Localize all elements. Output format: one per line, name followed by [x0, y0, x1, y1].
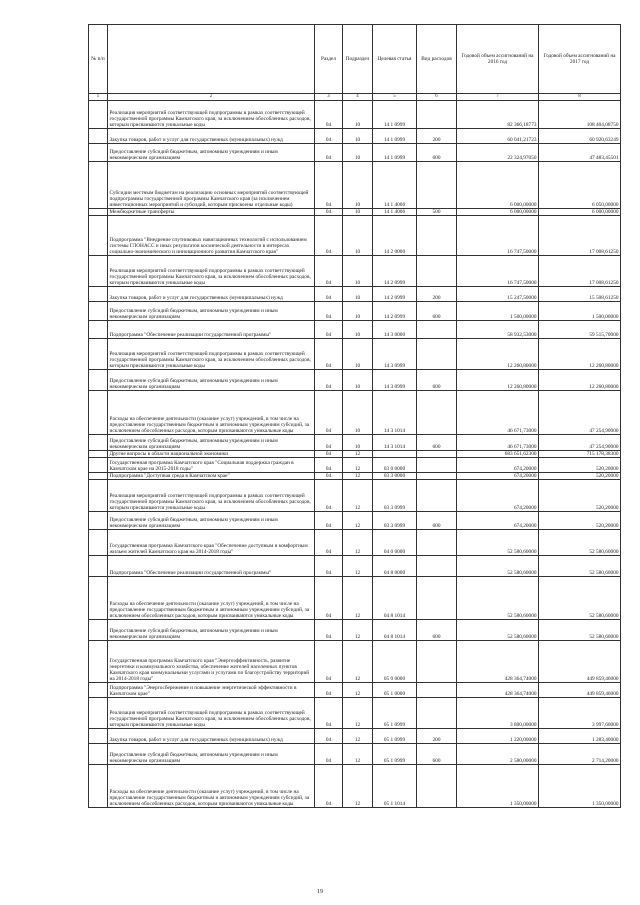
expense-type-code: [417, 458, 457, 473]
section-code: 04: [315, 765, 343, 808]
subsection-code: 10: [343, 101, 373, 129]
table-row: [89, 577, 621, 620]
target-article-code: 05 1 0999: [373, 744, 417, 765]
section-code: 04: [315, 512, 343, 530]
target-article-code: 14 3 0999: [373, 370, 417, 391]
amount-2016: 52 580,60000: [457, 620, 539, 641]
section-code: 04: [315, 556, 343, 577]
table-row: [89, 512, 621, 530]
amount-2016: 3 800,00000: [457, 698, 539, 729]
section-code: 04: [315, 641, 343, 683]
target-article-code: 03 0 0000: [373, 458, 417, 473]
col-header-2016: Годовой объем ассигнований на 2016 год: [457, 25, 539, 94]
target-article-code: 14 3 1014: [373, 391, 417, 435]
row-name: Предоставление субсидий бюджетным, автономным учреждениям и иным некоммерческим организациям: [108, 620, 315, 641]
column-number: 6: [417, 94, 457, 101]
expense-type-code: [417, 473, 457, 480]
expense-type-code: [417, 101, 457, 129]
row-name: Другие вопросы в области национальной экономики: [108, 451, 315, 458]
target-article-code: [373, 451, 417, 458]
table-row: [89, 391, 621, 435]
section-code: 04: [315, 620, 343, 641]
num-cell: [89, 556, 108, 577]
amount-2016: 46 671,73000: [457, 435, 539, 451]
target-article-code: 05 0 0000: [373, 641, 417, 683]
page-number: 19: [317, 889, 323, 895]
row-name: Субсидии местным бюджетам на реализацию основных мероприятий соответствующей подпрограммы государственной программы Камчатского края (за исключением инвестиционных мероприятий и субсидий, которым присвоены отдельные коды): [108, 162, 315, 209]
amount-2017: 108 404,08750: [539, 101, 621, 129]
subsection-code: 10: [343, 144, 373, 162]
column-number: 4: [343, 94, 373, 101]
table-row: [89, 765, 621, 808]
subsection-code: 12: [343, 512, 373, 530]
target-article-code: 04 8 1014: [373, 620, 417, 641]
num-cell: [89, 620, 108, 641]
subsection-code: 10: [343, 256, 373, 287]
section-code: 04: [315, 144, 343, 162]
subsection-code: 10: [343, 216, 373, 256]
table-row: [89, 339, 621, 370]
amount-2017: 520,20000: [539, 458, 621, 473]
expense-type-code: 600: [417, 744, 457, 765]
target-article-code: 14 2 0999: [373, 287, 417, 302]
expense-type-code: [417, 339, 457, 370]
table-row: [89, 641, 621, 683]
target-article-code: 05 1 0999: [373, 729, 417, 744]
row-name: Предоставление субсидий бюджетным, автономным учреждениям и иным некоммерческим организациям: [108, 370, 315, 391]
expense-type-code: [417, 556, 457, 577]
table-row: [89, 209, 621, 216]
expense-type-code: 600: [417, 370, 457, 391]
row-name: Расходы на обеспечение деятельности (оказание услуг) учреждений, в том числе на предоставление государственным бюджетным и автономным учреждениям субсидий, за исключением обособленных расходов, которым присваиваются уникальные коды: [108, 765, 315, 808]
subsection-code: 10: [343, 209, 373, 216]
target-article-code: 05 1 0000: [373, 683, 417, 698]
table-row: [89, 162, 621, 209]
table-row: [89, 480, 621, 512]
amount-2016: 82 366,18773: [457, 101, 539, 129]
section-code: 04: [315, 451, 343, 458]
subsection-code: 12: [343, 620, 373, 641]
section-code: 04: [315, 744, 343, 765]
num-cell: [89, 683, 108, 698]
num-cell: [89, 458, 108, 473]
column-number: 3: [315, 94, 343, 101]
subsection-code: 12: [343, 556, 373, 577]
target-article-code: 14 1 0999: [373, 129, 417, 144]
target-article-code: 14 2 0999: [373, 302, 417, 321]
num-cell: [89, 435, 108, 451]
row-name: Предоставление субсидий бюджетным, автономным учреждениям и иным некоммерческим организациям: [108, 144, 315, 162]
section-code: 04: [315, 256, 343, 287]
num-cell: [89, 698, 108, 729]
section-code: 04: [315, 391, 343, 435]
row-name: Межбюджетные трансферты: [108, 209, 315, 216]
subsection-code: 12: [343, 480, 373, 512]
target-article-code: 14 1 0999: [373, 144, 417, 162]
amount-2017: 52 580,60000: [539, 556, 621, 577]
subsection-code: 10: [343, 391, 373, 435]
num-cell: [89, 339, 108, 370]
amount-2016: 22 324,97050: [457, 144, 539, 162]
subsection-code: 10: [343, 339, 373, 370]
row-name: Предоставление субсидий бюджетным, автономным учреждениям и иным некоммерческим организациям: [108, 302, 315, 321]
subsection-code: 10: [343, 435, 373, 451]
target-article-code: 14 3 1014: [373, 435, 417, 451]
amount-2017: 520,20000: [539, 512, 621, 530]
num-cell: [89, 512, 108, 530]
target-article-code: 14 1 0999: [373, 101, 417, 129]
section-code: 04: [315, 287, 343, 302]
expense-type-code: [417, 577, 457, 620]
subsection-code: 10: [343, 370, 373, 391]
subsection-code: 12: [343, 641, 373, 683]
table-row: [89, 129, 621, 144]
expense-type-code: [417, 391, 457, 435]
target-article-code: 03 3 0000: [373, 473, 417, 480]
expense-type-code: [417, 321, 457, 339]
table-row: [89, 744, 621, 765]
table-row: [89, 302, 621, 321]
table-row: [89, 458, 621, 473]
amount-2017: 3 997,60000: [539, 698, 621, 729]
amount-2016: 1 220,00000: [457, 729, 539, 744]
expense-type-code: 200: [417, 129, 457, 144]
amount-2016: 674,20000: [457, 480, 539, 512]
expense-type-code: 500: [417, 209, 457, 216]
table-row: [89, 530, 621, 556]
row-name: Реализация мероприятий соответствующей подпрограммы в рамках соответствующей государственной программы Камчатского края, за исключением обособленных расходов, которым присваиваются уникальные коды: [108, 339, 315, 370]
subsection-code: 12: [343, 473, 373, 480]
table-row: [89, 144, 621, 162]
row-name: Государственная программа Камчатского края "Энергоэффективность, развитие энергетики и коммунального хозяйства, обеспечение жителей населенных пунктов Камчатского края коммунальными услугами и услугами по благоустройству территорий на 2014-2018 годы": [108, 641, 315, 683]
column-number: 1: [89, 94, 108, 101]
amount-2017: 52 580,60000: [539, 530, 621, 556]
section-code: 04: [315, 370, 343, 391]
amount-2016: 674,20000: [457, 458, 539, 473]
num-cell: [89, 129, 108, 144]
amount-2016: 1 500,00000: [457, 302, 539, 321]
section-code: 04: [315, 302, 343, 321]
section-code: 04: [315, 458, 343, 473]
target-article-code: 03 3 0999: [373, 512, 417, 530]
amount-2016: 674,20000: [457, 473, 539, 480]
column-number: 7: [457, 94, 539, 101]
amount-2016: 16 747,50000: [457, 256, 539, 287]
col-header-2017: Годовой объем ассигнований на 2017 год: [539, 25, 621, 94]
num-cell: [89, 209, 108, 216]
amount-2017: 47 254,90000: [539, 435, 621, 451]
num-cell: [89, 765, 108, 808]
amount-2017: 520,20000: [539, 473, 621, 480]
row-name: Государственная программа Камчатского края "Социальная поддержка граждан в Камчатском крае на 2015-2018 годы": [108, 458, 315, 473]
num-cell: [89, 216, 108, 256]
expense-type-code: [417, 641, 457, 683]
expense-type-code: [417, 451, 457, 458]
num-cell: [89, 530, 108, 556]
section-code: 04: [315, 577, 343, 620]
amount-2016: 683 651,62300: [457, 451, 539, 458]
amount-2016: 16 747,50000: [457, 216, 539, 256]
col-header-subsection: Подраздел: [343, 25, 373, 94]
amount-2017: 6 000,00000: [539, 209, 621, 216]
expense-type-code: [417, 698, 457, 729]
subsection-code: 12: [343, 744, 373, 765]
num-cell: [89, 256, 108, 287]
section-code: 04: [315, 216, 343, 256]
table-row: [89, 729, 621, 744]
row-name: Закупка товаров, работ и услуг для государственных (муниципальных) нужд: [108, 287, 315, 302]
subsection-code: 12: [343, 765, 373, 808]
table-row: [89, 256, 621, 287]
amount-2017: 52 580,60000: [539, 620, 621, 641]
expense-type-code: [417, 256, 457, 287]
num-cell: [89, 480, 108, 512]
row-name: Государственная программа Камчатского края "Обеспечение доступным и комфортным жильем жителей Камчатского края на 2014-2018 годы": [108, 530, 315, 556]
subsection-code: 10: [343, 162, 373, 209]
expense-type-code: [417, 480, 457, 512]
row-name: Расходы на обеспечение деятельности (оказание услуг) учреждений, в том числе на предоставление государственным бюджетным и автономным учреждениям субсидий, за исключением обособленных расходов, которым присваиваются уникальные коды: [108, 391, 315, 435]
target-article-code: 14 2 0999: [373, 256, 417, 287]
section-code: 04: [315, 162, 343, 209]
subsection-code: 12: [343, 451, 373, 458]
col-header-target: Целевая статья: [373, 25, 417, 94]
expense-type-code: 600: [417, 435, 457, 451]
target-article-code: 04 8 1014: [373, 577, 417, 620]
expense-type-code: 200: [417, 287, 457, 302]
row-name: Подпрограмма "Внедрение спутниковых навигационных технологий с использованием системы ГЛОНАСС и иных результатов космической деятельности в интересах социально-экономического и инновационного развития Камчатского края": [108, 216, 315, 256]
num-cell: [89, 729, 108, 744]
amount-2016: 12 260,80000: [457, 339, 539, 370]
col-header-expense: Вид расходов: [417, 25, 457, 94]
amount-2016: 6 000,00000: [457, 162, 539, 209]
amount-2017: 47 483,45501: [539, 144, 621, 162]
subsection-code: 10: [343, 321, 373, 339]
table-row: [89, 698, 621, 729]
section-code: 04: [315, 473, 343, 480]
amount-2017: 47 254,90000: [539, 391, 621, 435]
row-name: Подпрограмма "Обеспечение реализации государственной программы": [108, 321, 315, 339]
amount-2017: 449 859,46000: [539, 683, 621, 698]
col-header-section: Раздел: [315, 25, 343, 94]
row-name: Предоставление субсидий бюджетным, автономным учреждениям и иным некоммерческим организациям: [108, 435, 315, 451]
amount-2016: 52 580,60000: [457, 577, 539, 620]
amount-2016: 52 580,60000: [457, 530, 539, 556]
amount-2017: 520,20000: [539, 480, 621, 512]
section-code: 04: [315, 698, 343, 729]
expense-type-code: 600: [417, 512, 457, 530]
num-cell: [89, 577, 108, 620]
subsection-code: 12: [343, 577, 373, 620]
section-code: 04: [315, 101, 343, 129]
amount-2016: 428 364,74000: [457, 683, 539, 698]
table-body: [89, 101, 621, 808]
num-cell: [89, 287, 108, 302]
target-article-code: 14 1 4006: [373, 209, 417, 216]
amount-2017: 1 500,00000: [539, 302, 621, 321]
table-row: [89, 216, 621, 256]
row-name: Подпрограмма "Энергосбережение и повышение энергетической эффективности в Камчатском крае": [108, 683, 315, 698]
num-cell: [89, 473, 108, 480]
row-name: Реализация мероприятий соответствующей подпрограммы в рамках соответствующей государственной программы Камчатского края, за исключением обособленных расходов, которым присваиваются уникальные коды: [108, 480, 315, 512]
amount-2017: 2 714,20000: [539, 744, 621, 765]
amount-2016: 58 932,53000: [457, 321, 539, 339]
subsection-code: 10: [343, 129, 373, 144]
expense-type-code: [417, 162, 457, 209]
section-code: 04: [315, 729, 343, 744]
table-row: [89, 370, 621, 391]
section-code: 04: [315, 683, 343, 698]
table-row: [89, 620, 621, 641]
num-cell: [89, 641, 108, 683]
section-code: 04: [315, 209, 343, 216]
amount-2016: 674,20000: [457, 512, 539, 530]
expense-type-code: 600: [417, 302, 457, 321]
table-row: [89, 101, 621, 129]
target-article-code: 05 1 1014: [373, 765, 417, 808]
column-number: 2: [108, 94, 315, 101]
section-code: 04: [315, 480, 343, 512]
num-cell: [89, 321, 108, 339]
expense-type-code: 600: [417, 144, 457, 162]
subsection-code: 10: [343, 302, 373, 321]
amount-2017: 52 580,60000: [539, 577, 621, 620]
column-number: 5: [373, 94, 417, 101]
expense-type-code: [417, 765, 457, 808]
col-header-num: № п/п: [89, 25, 108, 94]
num-cell: [89, 101, 108, 129]
section-code: 04: [315, 321, 343, 339]
num-cell: [89, 162, 108, 209]
table-row: [89, 451, 621, 458]
subsection-code: 12: [343, 729, 373, 744]
amount-2017: 17 008,61250: [539, 256, 621, 287]
subsection-code: 12: [343, 683, 373, 698]
target-article-code: 14 3 0000: [373, 321, 417, 339]
expense-type-code: [417, 216, 457, 256]
amount-2016: 15 247,50000: [457, 287, 539, 302]
section-code: 04: [315, 435, 343, 451]
budget-table: [88, 24, 621, 808]
amount-2016: 52 580,60000: [457, 556, 539, 577]
amount-2016: 1 350,00000: [457, 765, 539, 808]
target-article-code: 14 3 0999: [373, 339, 417, 370]
subsection-code: 12: [343, 698, 373, 729]
num-cell: [89, 370, 108, 391]
expense-type-code: [417, 530, 457, 556]
subsection-code: 12: [343, 530, 373, 556]
amount-2016: 6 000,00000: [457, 209, 539, 216]
amount-2017: 1 350,00000: [539, 765, 621, 808]
expense-type-code: 600: [417, 620, 457, 641]
target-article-code: 05 1 0999: [373, 698, 417, 729]
col-header-name: [108, 25, 315, 94]
expense-type-code: [417, 683, 457, 698]
amount-2016: 12 260,80000: [457, 370, 539, 391]
column-number: 8: [539, 94, 621, 101]
row-name: Подпрограмма "Обеспечение реализации государственной программы": [108, 556, 315, 577]
table-row: [89, 287, 621, 302]
target-article-code: 03 3 0999: [373, 480, 417, 512]
target-article-code: 14 1 4006: [373, 162, 417, 209]
amount-2017: 6 050,00000: [539, 162, 621, 209]
row-name: Закупка товаров, работ и услуг для государственных (муниципальных) нужд: [108, 729, 315, 744]
row-name: Предоставление субсидий бюджетным, автономным учреждениям и иным некоммерческим организациям: [108, 512, 315, 530]
expense-type-code: 200: [417, 729, 457, 744]
amount-2017: 12 260,80000: [539, 339, 621, 370]
table-row: [89, 683, 621, 698]
row-name: Предоставление субсидий бюджетным, автономным учреждениям и иным некоммерческим организациям: [108, 744, 315, 765]
row-name: Реализация мероприятий соответствующей подпрограммы в рамках соответствующей государственной программы Камчатского края, за исключением обособленных расходов, которым присваиваются уникальные коды: [108, 698, 315, 729]
subsection-code: 12: [343, 458, 373, 473]
amount-2016: 46 671,73000: [457, 391, 539, 435]
row-name: Реализация мероприятий соответствующей подпрограммы в рамках соответствующей государственной программы Камчатского края, за исключением обособленных расходов, которым присваиваются уникальные коды: [108, 101, 315, 129]
row-name: Расходы на обеспечение деятельности (оказание услуг) учреждений, в том числе на предоставление государственным бюджетным и автономным учреждениям субсидий, за исключением обособленных расходов, которым присваиваются уникальные коды: [108, 577, 315, 620]
num-cell: [89, 302, 108, 321]
num-cell: [89, 144, 108, 162]
amount-2017: 12 260,80000: [539, 370, 621, 391]
section-code: 04: [315, 339, 343, 370]
column-number-row: [89, 94, 621, 101]
num-cell: [89, 451, 108, 458]
amount-2017: 17 008,61250: [539, 216, 621, 256]
amount-2016: 428 364,74000: [457, 641, 539, 683]
table-row: [89, 435, 621, 451]
amount-2017: 715 178,38300: [539, 451, 621, 458]
amount-2017: 1 283,40000: [539, 729, 621, 744]
table-header-row: [89, 25, 621, 94]
amount-2017: 15 508,61250: [539, 287, 621, 302]
row-name: Реализация мероприятий соответствующей подпрограммы в рамках соответствующей государственной программы Камчатского края, за исключением обособленных расходов, которым присваиваются уникальные коды: [108, 256, 315, 287]
num-cell: [89, 744, 108, 765]
amount-2017: 60 920,63249: [539, 129, 621, 144]
row-name: Закупка товаров, работ и услуг для государственных (муниципальных) нужд: [108, 129, 315, 144]
amount-2016: 2 580,00000: [457, 744, 539, 765]
target-article-code: 04 8 0000: [373, 556, 417, 577]
amount-2017: 59 515,70000: [539, 321, 621, 339]
target-article-code: 14 2 0000: [373, 216, 417, 256]
section-code: 04: [315, 530, 343, 556]
table-row: [89, 473, 621, 480]
row-name: Подпрограмма "Доступная среда в Камчатском крае": [108, 473, 315, 480]
table-row: [89, 321, 621, 339]
amount-2017: 449 859,46000: [539, 641, 621, 683]
amount-2016: 60 041,21723: [457, 129, 539, 144]
target-article-code: 04 0 0000: [373, 530, 417, 556]
budget-page: [88, 24, 620, 808]
num-cell: [89, 391, 108, 435]
subsection-code: 10: [343, 287, 373, 302]
table-row: [89, 556, 621, 577]
section-code: 04: [315, 129, 343, 144]
